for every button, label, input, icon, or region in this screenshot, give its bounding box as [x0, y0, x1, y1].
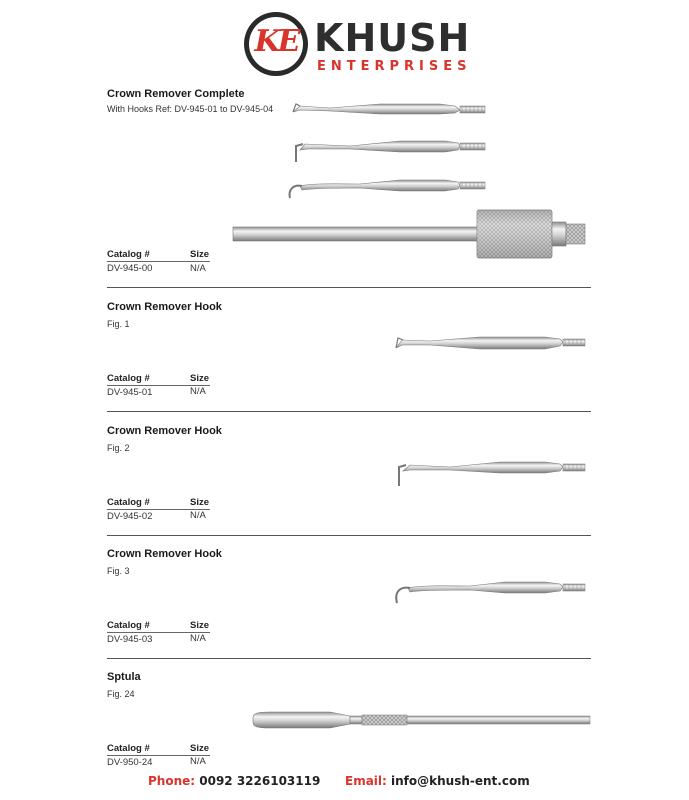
size-value: N/A	[190, 263, 206, 274]
hook-fig3-image	[290, 180, 485, 198]
product-subtitle: With Hooks Ref: DV-945-01 to DV-945-04	[107, 104, 274, 114]
catalog-header: Catalog #	[107, 373, 150, 384]
size-header: Size	[190, 497, 210, 508]
size-value: N/A	[190, 633, 206, 644]
size-header: Size	[190, 743, 210, 754]
catalog-number: DV-950-24	[107, 757, 153, 768]
size-header: Size	[190, 373, 210, 384]
catalog-number: DV-945-00	[107, 263, 153, 274]
catalog-number: DV-945-03	[107, 634, 153, 645]
product-subtitle: Fig. 1	[107, 319, 130, 329]
remover-handle-image	[233, 210, 585, 258]
product-subtitle: Fig. 2	[107, 443, 130, 453]
product-subtitle: Fig. 3	[107, 566, 130, 576]
product-title: Crown Remover Hook	[107, 548, 222, 560]
hook-fig2-image	[296, 141, 485, 162]
size-value: N/A	[190, 756, 206, 767]
footer-phone	[148, 774, 320, 788]
size-header: Size	[190, 620, 210, 631]
phone-number[interactable]: 0092 3226103119	[199, 774, 321, 788]
brand-name: KHUSH	[314, 16, 471, 60]
logo-monogram: KE	[254, 24, 298, 59]
hook-fig2-product-image	[399, 462, 585, 486]
catalog-header: Catalog #	[107, 497, 150, 508]
product-title: Crown Remover Hook	[107, 425, 222, 437]
catalog-rule	[107, 261, 210, 262]
section-divider	[107, 658, 591, 659]
catalog-header: Catalog #	[107, 743, 150, 754]
product-title: Crown Remover Complete	[107, 88, 245, 100]
email-link[interactable]: info@khush-ent.com	[391, 774, 530, 788]
size-value: N/A	[190, 510, 206, 521]
hook-fig1-image	[293, 104, 485, 114]
product-title: Sptula	[107, 671, 141, 683]
catalog-header: Catalog #	[107, 249, 150, 260]
brand-subtitle: ENTERPRISES	[317, 59, 472, 74]
size-value: N/A	[190, 386, 206, 397]
section-divider	[107, 535, 591, 536]
spatula-product-image	[253, 712, 590, 728]
product-subtitle: Fig. 24	[107, 689, 135, 699]
catalog-number: DV-945-02	[107, 511, 153, 522]
footer-email	[345, 774, 530, 788]
hook-fig1-product-image	[396, 337, 585, 349]
email-label: Email:	[345, 774, 387, 788]
phone-label: Phone:	[148, 774, 196, 788]
catalog-number: DV-945-01	[107, 387, 153, 398]
product-title: Crown Remover Hook	[107, 301, 222, 313]
section-divider	[107, 411, 591, 412]
catalog-header: Catalog #	[107, 620, 150, 631]
hook-fig3-product-image	[396, 582, 585, 603]
section-divider	[107, 287, 591, 288]
size-header: Size	[190, 249, 210, 260]
